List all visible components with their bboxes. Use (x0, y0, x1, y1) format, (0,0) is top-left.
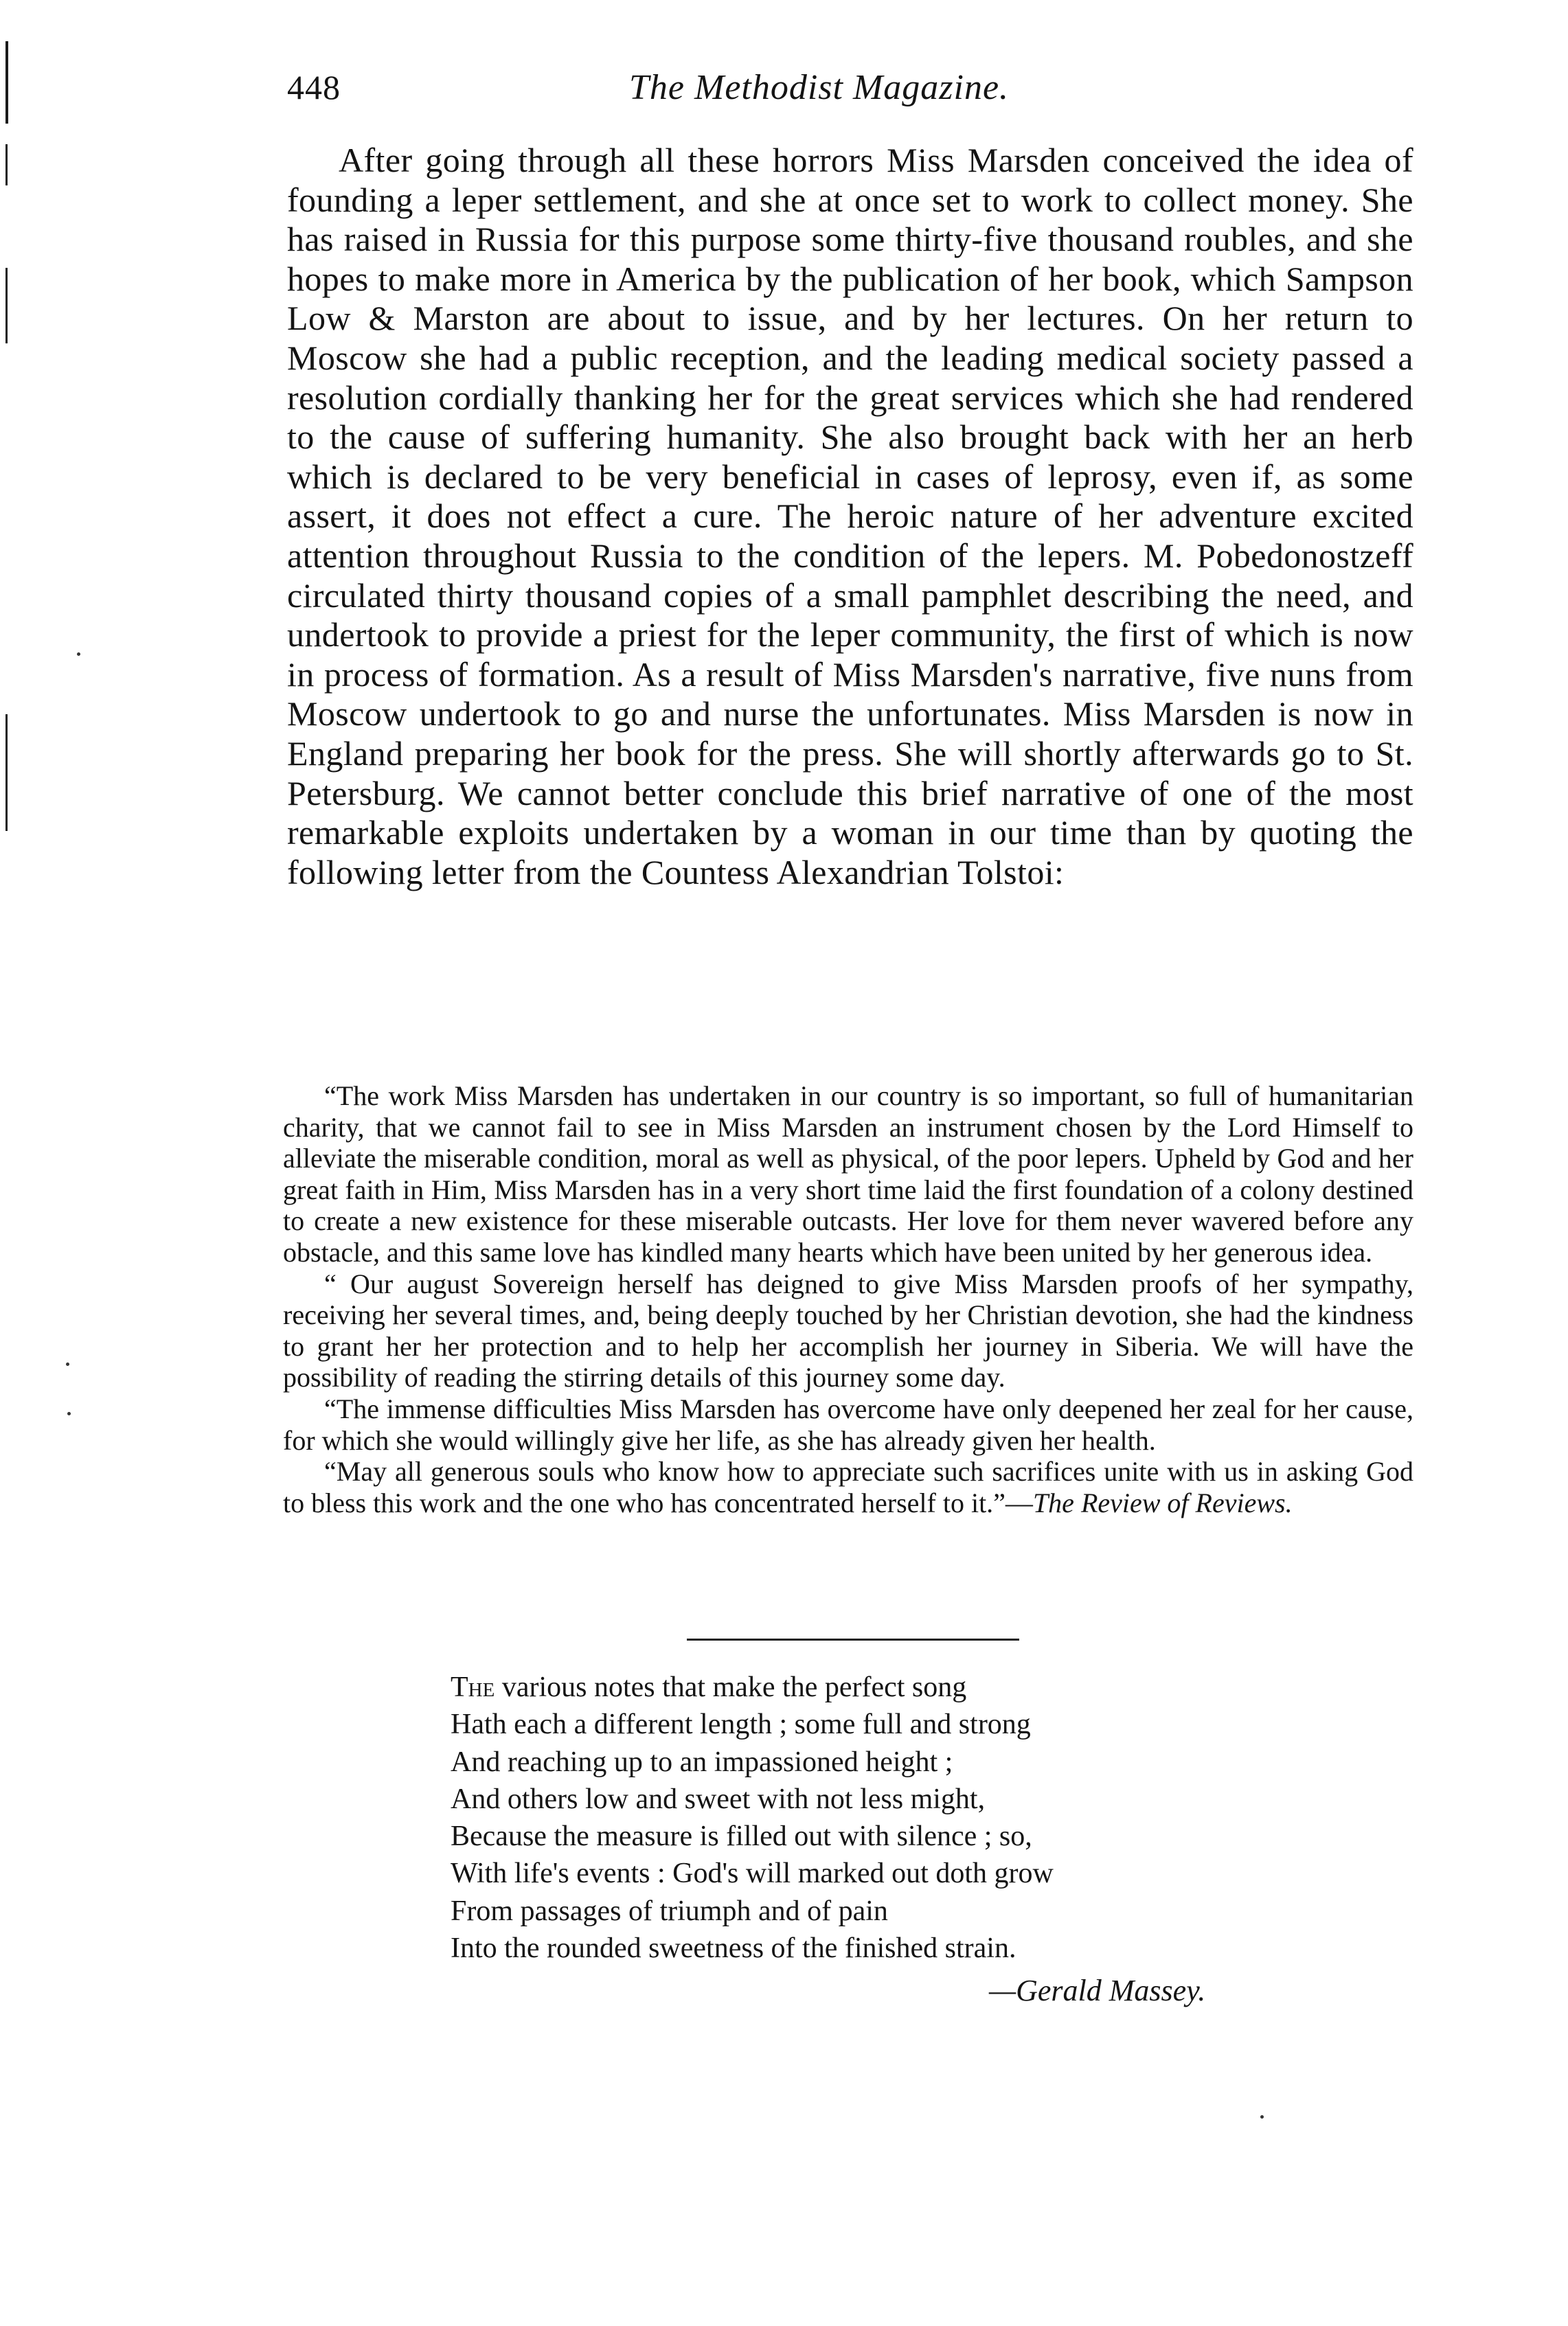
poem-line: From passages of triumph and of pain (451, 1895, 888, 1927)
section-divider (687, 1639, 1019, 1641)
letter-paragraph-final (283, 1456, 1413, 1518)
countess-letter (283, 1080, 1413, 1518)
scan-speck (67, 1412, 71, 1415)
scan-speck (77, 652, 80, 656)
scan-speck (66, 1362, 69, 1366)
binding-edge-mark (5, 41, 8, 124)
article-paragraph: After going through all these horrors Miss Marsden conceived the idea of founding a leper settlement, and she at once set to work to collect money. She has raised in Russia for this purpose some thirty-five thousand roubles, and she hopes to make more in America by the publication of her book, which Sampson Low & Marston are about to issue, and by her lectures. On her return to Moscow she had a public reception, and the leading medical society passed a resolution cordially thanking her for the great services which she had rendered to the cause of suffering humanity. She also brought back with her an herb which is declared to be very beneficial in cases of leprosy, even if, as some assert, it does not effect a cure. The heroic nature of her adventure excited attention throughout Russia to the condition of the lepers. M. Pobedonostzeff circulated thirty thousand copies of a small pamphlet describing the need, and undertook to provide a priest for the leper community, the first of which is now in process of formation. As a result of Miss Marsden's narrative, five nuns from Moscow undertook to go and nurse the unfortunates. Miss Marsden is now in England preparing her book for the press. She will shortly afterwards go to St. Petersburg. We cannot better conclude this brief narrative of one of the most remarkable exploits undertaken by a woman in our time than by quoting the following letter from the Countess Alexandrian Tolstoi: (287, 141, 1413, 891)
poem-line: Into the rounded sweetness of the finished strain. (451, 1932, 1016, 1965)
letter-paragraph-text: “May all generous souls who know how to appreciate such sacrifices unite with us in asking God to bless this work and the one who has concentrated herself to it.”— (283, 1456, 1413, 1518)
letter-paragraph: “The work Miss Marsden has undertaken in our country is so important, so full of humanitarian charity, that we cannot fail to see in Miss Marsden an instrument chosen by the Lord Himself to alleviate the miserable condition, moral as well as physical, of the poor lepers. Upheld by God and her great faith in Him, Miss Marsden has in a very short time laid the first foundation of a colony destined to create a new existence for these miserable outcasts. Her love for them never wavered before any obstacle, and this same love has kindled many hearts which have been united by her generous idea. (283, 1080, 1413, 1268)
scan-speck (1260, 2115, 1264, 2119)
binding-edge-mark (5, 144, 8, 185)
poem-line: Hath each a different length ; some full and strong (451, 1709, 1031, 1741)
page-number: 448 (287, 68, 341, 106)
poem-line: With life's events : God's will marked out doth grow (451, 1858, 1054, 1890)
running-title: The Methodist Magazine. (629, 68, 1010, 107)
poem-line: And others low and sweet with not less might, (451, 1783, 986, 1815)
letter-paragraph: “The immense difficulties Miss Marsden has overcome have only deepened her zeal for her cause, for which she would willingly give her life, as she has already given her health. (283, 1393, 1413, 1456)
running-head (287, 67, 1413, 122)
binding-edge-mark (5, 714, 8, 831)
poem-line: Because the measure is filled out with silence ; so, (451, 1821, 1032, 1853)
poem-line: And reaching up to an impassioned height ; (451, 1746, 953, 1778)
poem (451, 1669, 1357, 1967)
letter-source: The Review of Reviews. (1032, 1487, 1293, 1518)
poem-line-rest: various notes that make the perfect song (495, 1672, 967, 1703)
poem-attribution: —Gerald Massey. (989, 1974, 1206, 2007)
poem-opening-word: The (451, 1672, 495, 1703)
poem-line (451, 1669, 1357, 1706)
binding-edge-mark (5, 268, 8, 343)
letter-paragraph: “ Our august Sovereign herself has deigned to give Miss Marsden proofs of her sympathy, receiving her several times, and, being deeply touched by her Christian devotion, she had the kindness to grant her her protection and to help her accomplish her journey in Siberia. We will have the possibility of reading the stirring details of this journey some day. (283, 1268, 1413, 1393)
